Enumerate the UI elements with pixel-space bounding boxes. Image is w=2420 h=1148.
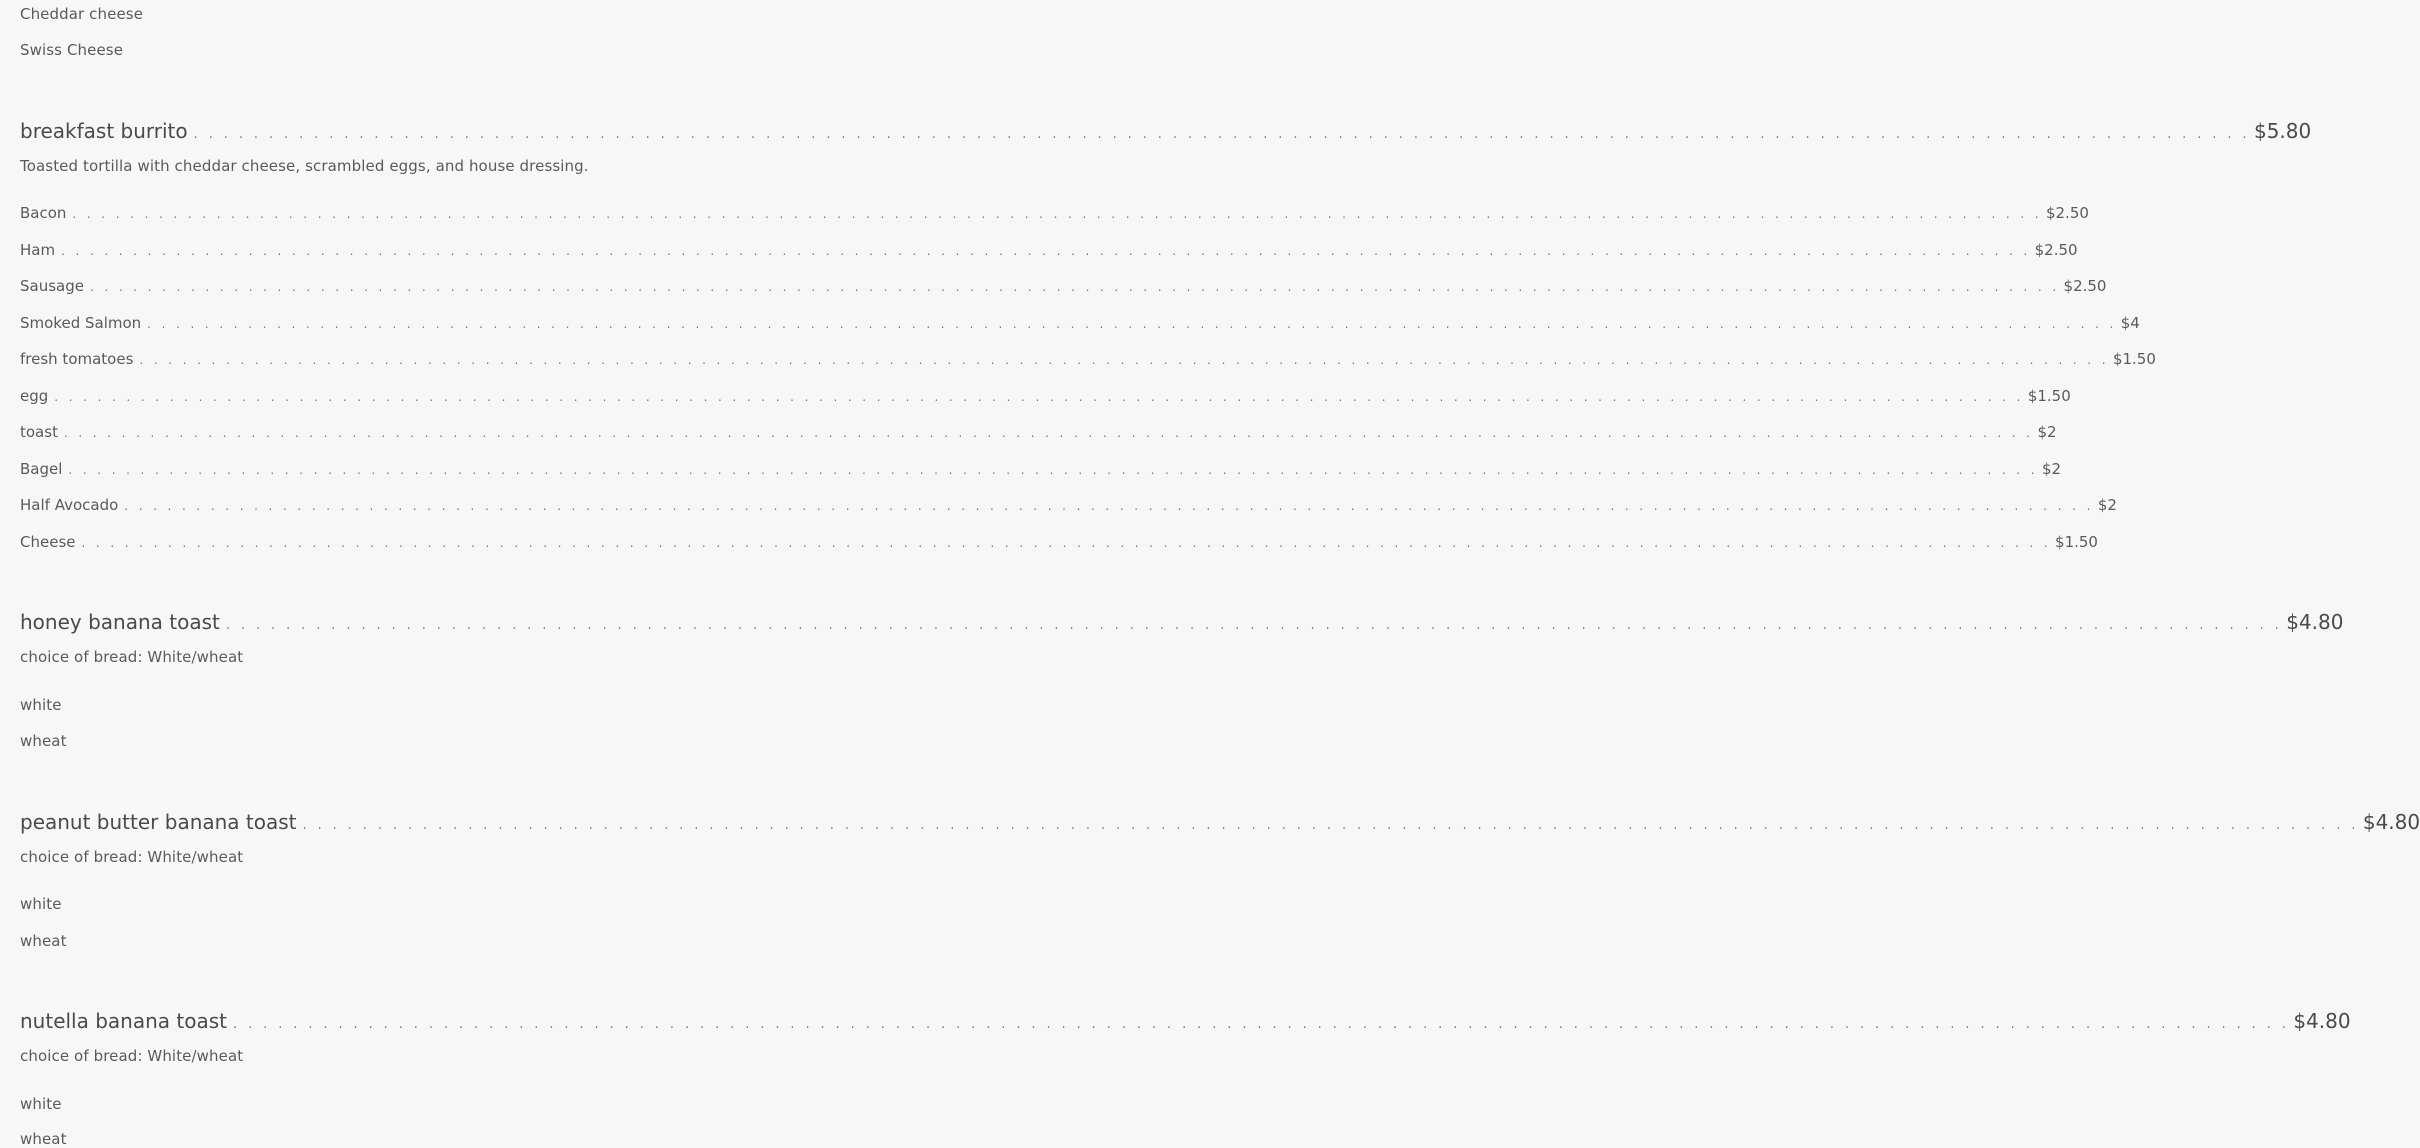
addon-name: toast (20, 423, 58, 441)
item-description: choice of bread: White/wheat (20, 648, 244, 666)
addon-row (20, 387, 2071, 405)
item-description: Toasted tortilla with cheddar cheese, scrambled eggs, and house dressing. (20, 157, 589, 175)
dot-leader: . . . . . . . . . . . . . . . . . . . . . . . . . . . . . . . . . . . . . . . . . . . . . . . . . . . . . . . . . . . . . . . . . . . . . . . . . . . . . . . . . . . . . . . . . . . . . . . . . . . . . . . . . . . . . . . . . . . . . . . . . . . . . . . . . . . . . . . . . (61, 244, 2031, 258)
option-cheddar-cheese: Cheddar cheese (20, 5, 144, 23)
dot-leader: . . . . . . . . . . . . . . . . . . . . . . . . . . . . . . . . . . . . . . . . . . . . . . . . . . . . . . . . . . . . . . . . . . . . . . . . . . . . . . . . . . . . . . . . . . . . . . . . . . . . . . . . . . . . . . . . . . . . . . . . . . . . . . . . . . . . . . . . . (63, 426, 2034, 440)
bread-option-wheat: wheat (20, 732, 67, 750)
bread-option-white: white (20, 895, 62, 913)
addon-name: Sausage (20, 277, 84, 295)
addon-row (20, 533, 2098, 551)
addon-row (20, 350, 2156, 368)
addon-price: $1.50 (2112, 350, 2156, 368)
item-price: $4.80 (2286, 610, 2344, 634)
item-price: $5.80 (2253, 119, 2312, 143)
addon-price: $2 (2037, 423, 2057, 441)
addon-name: Smoked Salmon (20, 314, 142, 332)
addon-name: Cheese (20, 533, 76, 551)
dot-leader: . . . . . . . . . . . . . . . . . . . . . . . . . . . . . . . . . . . . . . . . . . . . . . . . . . . . . . . . . . . . . . . . . . . . . . . . . . . . . . . . . . . . . . . . . . . . . . . . . . . . . . . . . . . . . . . . . . . . . . . . . . . . . . . . . . . . . . . . . (193, 127, 2250, 142)
addon-price: $2.50 (2063, 277, 2107, 295)
item-name: peanut butter banana toast (20, 810, 297, 834)
dot-leader: . . . . . . . . . . . . . . . . . . . . . . . . . . . . . . . . . . . . . . . . . . . . . . . . . . . . . . . . . . . . . . . . . . . . . . . . . . . . . . . . . . . . . . . . . . . . . . . . . . . . . . . . . . . . . . . . . . . . . . . . . . . . . . . . . . . . . . . . . (139, 353, 2109, 367)
dot-leader: . . . . . . . . . . . . . . . . . . . . . . . . . . . . . . . . . . . . . . . . . . . . . . . . . . . . . . . . . . . . . . . . . . . . . . . . . . . . . . . . . . . . . . . . . . . . . . . . . . . . . . . . . . . . . . . . . . . . . . . . . . . . . . . . . . . . . . . . . (81, 536, 2052, 550)
addon-row (20, 241, 2078, 259)
addon-name: fresh tomatoes (20, 350, 134, 368)
addon-price: $2.50 (2034, 241, 2078, 259)
item-price: $4.80 (2293, 1009, 2351, 1033)
bread-option-white: white (20, 1095, 62, 1113)
item-name: nutella banana toast (20, 1009, 227, 1033)
addon-price: $4 (2120, 314, 2140, 332)
dot-leader: . . . . . . . . . . . . . . . . . . . . . . . . . . . . . . . . . . . . . . . . . . . . . . . . . . . . . . . . . . . . . . . . . . . . . . . . . . . . . . . . . . . . . . . . . . . . . . . . . . . . . . . . . . . . . . . . . . . . . . . . . . . . . . . . . . . . . . . . . (68, 463, 2038, 477)
dot-leader: . . . . . . . . . . . . . . . . . . . . . . . . . . . . . . . . . . . . . . . . . . . . . . . . . . . . . . . . . . . . . . . . . . . . . . . . . . . . . . . . . . . . . . . . . . . . . . . . . . . . . . . . . . . . . . . . . . . . . . . . . . . . . . . . . . . . . . . . . (233, 1017, 2290, 1032)
addon-price: $1.50 (2027, 387, 2071, 405)
dot-leader: . . . . . . . . . . . . . . . . . . . . . . . . . . . . . . . . . . . . . . . . . . . . . . . . . . . . . . . . . . . . . . . . . . . . . . . . . . . . . . . . . . . . . . . . . . . . . . . . . . . . . . . . . . . . . . . . . . . . . . . . . . . . . . . . . . . . . . . . . (72, 207, 2042, 221)
menu-item-peanut-butter-banana-toast (20, 810, 2420, 834)
addon-name: Ham (20, 241, 56, 259)
addon-row (20, 204, 2089, 222)
menu-item-nutella-banana-toast (20, 1009, 2351, 1033)
addon-price: $2 (2097, 496, 2117, 514)
addon-name: Bacon (20, 204, 67, 222)
menu-item-breakfast-burrito (20, 119, 2312, 143)
bread-option-wheat: wheat (20, 1130, 67, 1148)
item-price: $4.80 (2362, 810, 2420, 834)
dot-leader: . . . . . . . . . . . . . . . . . . . . . . . . . . . . . . . . . . . . . . . . . . . . . . . . . . . . . . . . . . . . . . . . . . . . . . . . . . . . . . . . . . . . . . . . . . . . . . . . . . . . . . . . . . . . . . . . . . . . . . . . . . . . . . . . . . . . . . . . . (302, 818, 2359, 833)
addon-row (20, 423, 2057, 441)
item-description: choice of bread: White/wheat (20, 1047, 244, 1065)
option-swiss-cheese: Swiss Cheese (20, 41, 124, 59)
dot-leader: . . . . . . . . . . . . . . . . . . . . . . . . . . . . . . . . . . . . . . . . . . . . . . . . . . . . . . . . . . . . . . . . . . . . . . . . . . . . . . . . . . . . . . . . . . . . . . . . . . . . . . . . . . . . . . . . . . . . . . . . . . . . . . . . . . . . . . . . . (54, 390, 2024, 404)
addon-price: $2.50 (2045, 204, 2089, 222)
addon-row (20, 314, 2140, 332)
addon-name: Half Avocado (20, 496, 119, 514)
item-name: breakfast burrito (20, 119, 188, 143)
dot-leader: . . . . . . . . . . . . . . . . . . . . . . . . . . . . . . . . . . . . . . . . . . . . . . . . . . . . . . . . . . . . . . . . . . . . . . . . . . . . . . . . . . . . . . . . . . . . . . . . . . . . . . . . . . . . . . . . . . . . . . . . . . . . . . . . . . . . . . . . . (147, 317, 2117, 331)
bread-option-white: white (20, 696, 62, 714)
addon-row (20, 496, 2117, 514)
dot-leader: . . . . . . . . . . . . . . . . . . . . . . . . . . . . . . . . . . . . . . . . . . . . . . . . . . . . . . . . . . . . . . . . . . . . . . . . . . . . . . . . . . . . . . . . . . . . . . . . . . . . . . . . . . . . . . . . . . . . . . . . . . . . . . . . . . . . . . . . . (225, 618, 2283, 633)
item-name: honey banana toast (20, 610, 220, 634)
addon-name: Bagel (20, 460, 63, 478)
addon-price: $1.50 (2055, 533, 2098, 551)
addon-name: egg (20, 387, 49, 405)
dot-leader: . . . . . . . . . . . . . . . . . . . . . . . . . . . . . . . . . . . . . . . . . . . . . . . . . . . . . . . . . . . . . . . . . . . . . . . . . . . . . . . . . . . . . . . . . . . . . . . . . . . . . . . . . . . . . . . . . . . . . . . . . . . . . . . . . . . . . . . . . (124, 499, 2094, 513)
bread-option-wheat: wheat (20, 932, 67, 950)
menu-item-honey-banana-toast (20, 610, 2344, 634)
addon-row (20, 460, 2062, 478)
dot-leader: . . . . . . . . . . . . . . . . . . . . . . . . . . . . . . . . . . . . . . . . . . . . . . . . . . . . . . . . . . . . . . . . . . . . . . . . . . . . . . . . . . . . . . . . . . . . . . . . . . . . . . . . . . . . . . . . . . . . . . . . . . . . . . . . . . . . . . . . . (89, 280, 2060, 294)
item-description: choice of bread: White/wheat (20, 848, 244, 866)
addon-price: $2 (2041, 460, 2062, 478)
addon-row (20, 277, 2107, 295)
